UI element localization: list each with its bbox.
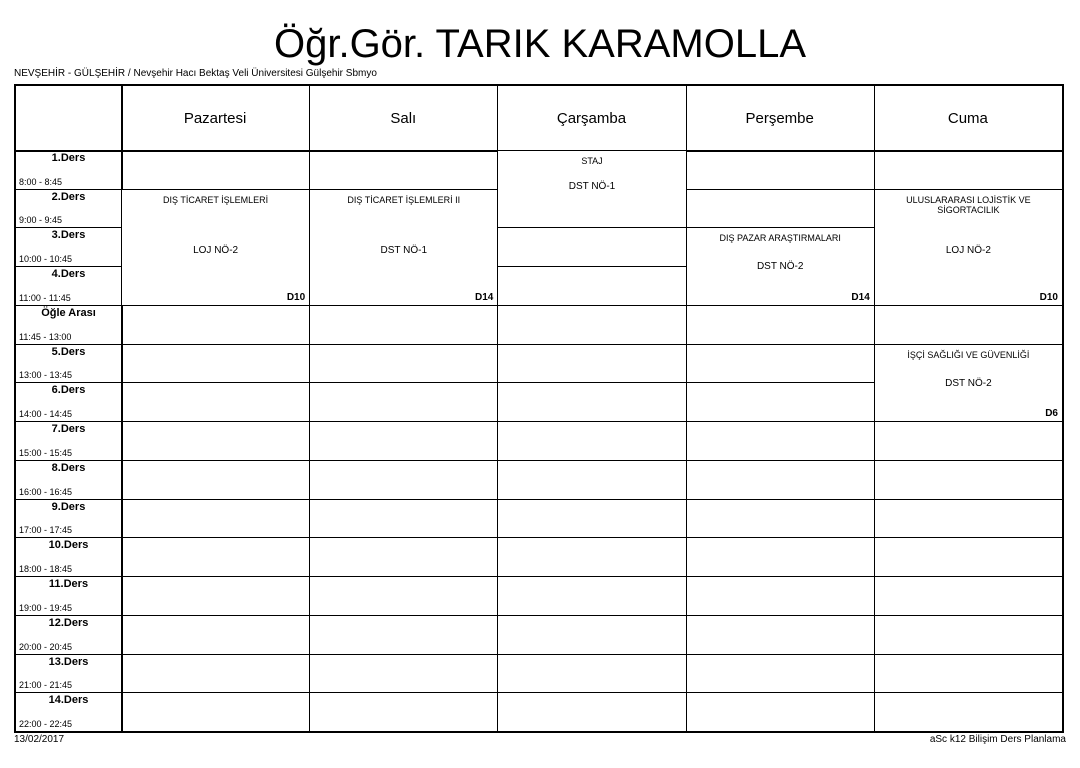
period-name: 10.Ders [48, 539, 89, 552]
lesson-cell[interactable] [498, 151, 685, 227]
period-cell [16, 421, 121, 460]
lesson-class: DST NÖ-2 [756, 261, 804, 273]
row-divider [16, 615, 1062, 616]
period-time: 11:45 - 13:00 [19, 331, 72, 342]
period-cell [16, 499, 121, 538]
period-cell [16, 266, 121, 305]
period-cell [16, 227, 121, 266]
period-time: 20:00 - 20:45 [19, 641, 73, 652]
print-date: 13/02/2017 [14, 734, 65, 745]
period-time: 8:00 - 8:45 [19, 176, 63, 187]
lesson-room: D6 [1045, 408, 1058, 420]
period-cell [16, 460, 121, 499]
period-time: 15:00 - 15:45 [19, 447, 73, 458]
column-divider [121, 86, 123, 731]
lesson-cell[interactable] [687, 228, 874, 304]
period-time: 10:00 - 10:45 [19, 254, 73, 265]
lesson-class: DST NÖ-2 [945, 377, 992, 389]
day-header: Salı [390, 109, 417, 127]
lesson-name: İŞÇİ SAĞLIĞI VE GÜVENLİĞİ [907, 349, 1030, 360]
period-time: 16:00 - 16:45 [19, 486, 73, 497]
lesson-name: ULUSLARARASI LOJİSTİK VE SİGORTACILIK [906, 194, 1031, 215]
row-divider [16, 576, 1062, 577]
period-cell [16, 382, 121, 421]
page-title: Öğr.Gör. TARIK KARAMOLLA [273, 22, 807, 66]
period-time: 22:00 - 22:45 [19, 718, 73, 729]
period-time: 18:00 - 18:45 [19, 564, 73, 575]
period-time: 17:00 - 17:45 [19, 525, 73, 536]
lesson-class: LOJ NÖ-2 [945, 244, 991, 256]
row-divider [16, 692, 1062, 693]
period-name: 1.Ders [51, 152, 86, 164]
software-credit: aSc k12 Bilişim Ders Planlama [929, 734, 1066, 745]
period-cell [16, 615, 121, 654]
period-cell [16, 654, 121, 693]
period-name: 12.Ders [48, 616, 89, 629]
period-time: 19:00 - 19:45 [19, 602, 73, 613]
period-name: 9.Ders [51, 500, 86, 513]
lesson-name: DIŞ PAZAR ARAŞTIRMALARI [719, 233, 841, 244]
lesson-name: DIŞ TİCARET İŞLEMLERİ [162, 194, 269, 205]
period-time: 11:00 - 11:45 [19, 292, 71, 303]
period-name: 11.Ders [48, 578, 89, 591]
timetable-grid [14, 84, 1064, 733]
period-cell [16, 537, 121, 576]
column-divider [309, 86, 310, 731]
lesson-room: D10 [286, 291, 306, 303]
row-divider [16, 460, 1062, 461]
period-cell [16, 189, 121, 228]
row-divider [16, 499, 1062, 500]
lesson-class: LOJ NÖ-2 [193, 244, 239, 256]
lesson-room: D10 [1039, 291, 1058, 303]
period-name: 6.Ders [51, 384, 86, 397]
period-name: 14.Ders [48, 694, 89, 707]
row-divider [16, 537, 1062, 538]
period-name: 2.Ders [51, 190, 86, 203]
period-cell [16, 150, 121, 189]
lesson-class: DST NÖ-1 [380, 244, 428, 256]
period-name: 13.Ders [48, 655, 89, 668]
period-cell [16, 344, 121, 383]
period-name: 7.Ders [51, 423, 86, 436]
period-cell [16, 576, 121, 615]
period-name: 5.Ders [51, 345, 86, 358]
lesson-room: D14 [851, 291, 870, 303]
period-time: 14:00 - 14:45 [19, 409, 73, 420]
day-header: Pazartesi [183, 109, 247, 127]
period-cell [16, 692, 121, 731]
lesson-cell[interactable] [122, 190, 309, 305]
lesson-cell[interactable] [310, 190, 497, 305]
lesson-cell[interactable] [875, 345, 1062, 421]
lesson-cell[interactable] [875, 190, 1062, 305]
period-name: Öğle Arası [41, 306, 96, 319]
row-divider [16, 421, 1062, 422]
lesson-name: STAJ [581, 156, 603, 166]
lesson-room: D14 [475, 291, 494, 303]
period-time: 21:00 - 21:45 [19, 680, 73, 691]
period-time: 9:00 - 9:45 [19, 215, 63, 226]
day-header: Çarşamba [556, 109, 627, 127]
period-time: 13:00 - 13:45 [19, 370, 73, 381]
lesson-class: DST NÖ-1 [568, 181, 616, 192]
row-divider [16, 654, 1062, 655]
period-name: 4.Ders [51, 268, 86, 281]
institution-subtitle: NEVŞEHİR - GÜLŞEHİR / Nevşehir Hacı Bektaş Veli Üniversitesi Gülşehir Sbmyo [14, 68, 377, 79]
day-header: Cuma [947, 109, 988, 127]
day-header: Perşembe [745, 109, 814, 127]
period-name: 3.Ders [51, 229, 86, 242]
row-divider [16, 305, 1062, 306]
lesson-name: DIŞ TİCARET İŞLEMLERİ II [347, 194, 461, 205]
period-cell [16, 305, 121, 344]
column-divider [686, 86, 687, 731]
period-name: 8.Ders [51, 461, 86, 474]
